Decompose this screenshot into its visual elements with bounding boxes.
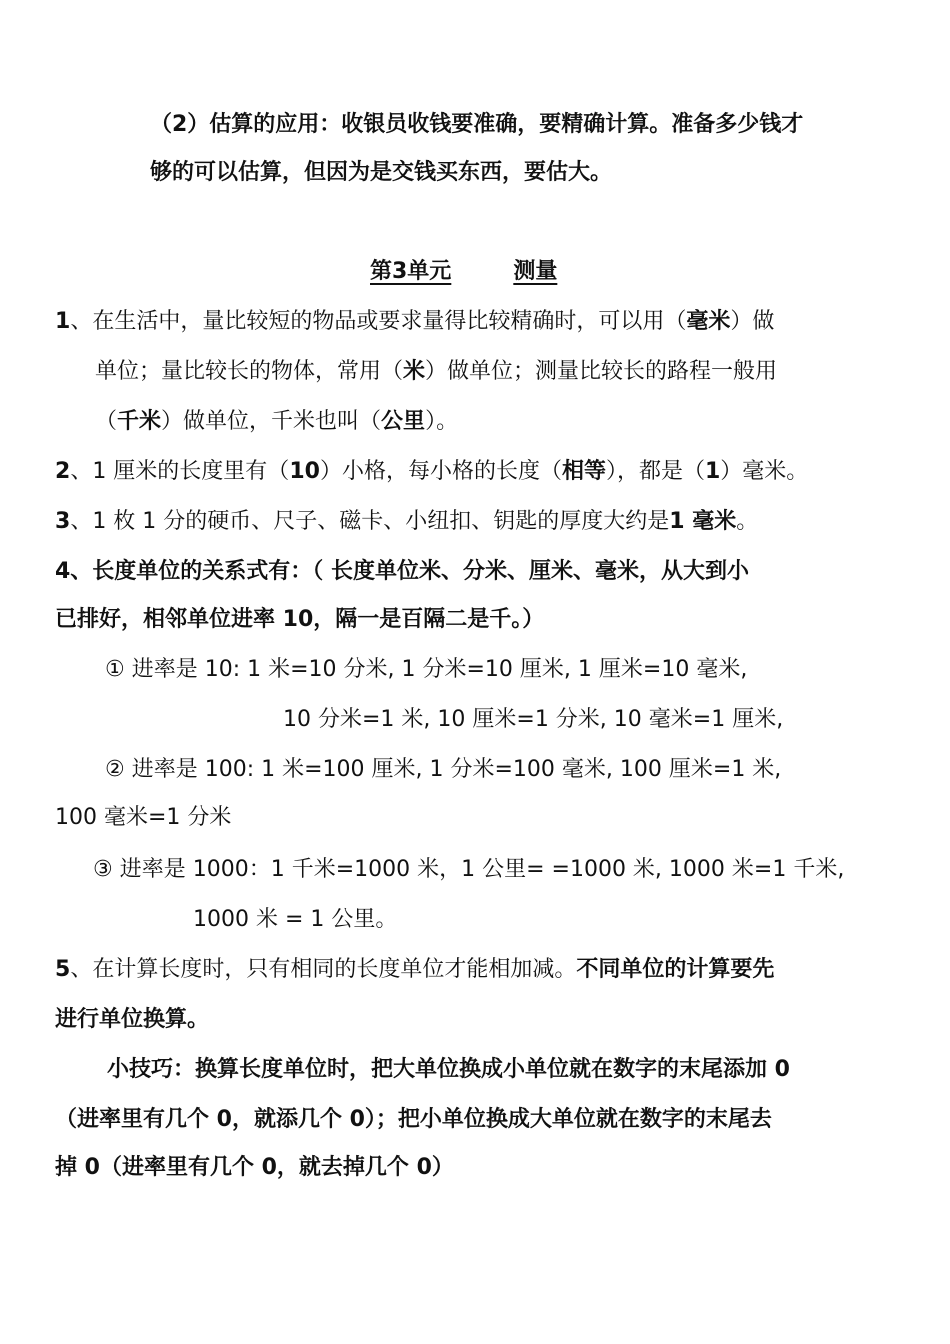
rate-100-row1: ② 进率是 100: 1 米=100 厘米, 1 分米=100 毫米, 100 厘米=1 米, — [105, 757, 782, 782]
section-title-name: 测量 — [513, 259, 558, 284]
paragraph-2-text: ）毫米。 — [720, 459, 809, 484]
answer-1mm: 1 毫米 — [669, 509, 737, 534]
estimation-item2-line1: （2）估算的应用：收银员收钱要准确，要精确计算。准备多少钱才 — [150, 112, 804, 137]
paragraph-1-line2 — [95, 357, 777, 387]
answer-mm: 毫米 — [686, 309, 731, 334]
rate-10-row1: ① 进率是 10: 1 米=10 分米, 1 分米=10 厘米, 1 厘米=10 毫米, — [105, 657, 748, 682]
paragraph-1-text: 、在生活中，量比较短的物品或要求量得比较精确时，可以用（ — [70, 309, 687, 334]
estimation-item2-line2: 够的可以估算，但因为是交钱买东西，要估大。 — [150, 160, 613, 185]
paragraph-5-emphasis: 不同单位的计算要先 — [576, 957, 775, 982]
answer-km: 千米 — [117, 409, 162, 434]
paragraph-2 — [55, 457, 808, 487]
paragraph-4-line2: 已排好，相邻单位进率 10，隔一是百隔二是千。） — [55, 607, 545, 632]
rate-1000-row2: 1000 米 = 1 公里。 — [193, 907, 398, 932]
rate-10-row2: 10 分米=1 米, 10 厘米=1 分米, 10 毫米=1 厘米, — [283, 707, 784, 732]
paragraph-3-text: 、1 枚 1 分的硬币、尺子、磁卡、小纽扣、钥匙的厚度大约是 — [70, 509, 670, 534]
tip-line1: 小技巧：换算长度单位时，把大单位换成小单位就在数字的末尾添加 0 — [107, 1057, 790, 1082]
paragraph-5-line2: 进行单位换算。 — [55, 1007, 210, 1032]
paragraph-5-text: 、在计算长度时，只有相同的长度单位才能相加减。 — [70, 957, 577, 982]
paragraph-2-number: 2 — [55, 459, 71, 484]
paragraph-2-text: ），都是（ — [605, 459, 705, 484]
paragraph-3 — [55, 507, 758, 537]
paragraph-2-text: 、1 厘米的长度里有（ — [70, 459, 290, 484]
paragraph-2-text: ）小格，每小格的长度（ — [319, 459, 562, 484]
paragraph-3-text: 。 — [736, 509, 759, 534]
answer-10: 10 — [289, 459, 320, 484]
paragraph-5-line1 — [55, 955, 774, 985]
paragraph-1-text: （ — [95, 409, 118, 434]
tip-line2: （进率里有几个 0，就添几个 0）；把小单位换成大单位就在数字的末尾去 — [55, 1107, 772, 1132]
paragraph-1-text: ）做单位；测量比较长的路程一般用 — [425, 359, 778, 384]
paragraph-4-line1: 4、长度单位的关系式有：（ 长度单位米、分米、厘米、毫米，从大到小 — [55, 559, 749, 584]
paragraph-1-line1 — [55, 307, 774, 337]
paragraph-1-text: ）做单位，千米也叫（ — [161, 409, 382, 434]
rate-100-row2: 100 毫米=1 分米 — [55, 805, 232, 830]
paragraph-1-text: ）做 — [730, 309, 775, 334]
section-title-number: 第3单元 — [370, 259, 452, 284]
paragraph-5-number: 5 — [55, 957, 71, 982]
paragraph-1-text: 单位；量比较长的物体，常用（ — [95, 359, 404, 384]
section-title — [370, 257, 557, 287]
paragraph-1-number: 1 — [55, 309, 71, 334]
answer-1: 1 — [704, 459, 721, 484]
answer-gongli: 公里 — [381, 409, 426, 434]
answer-m: 米 — [403, 359, 426, 384]
tip-line3: 掉 0（进率里有几个 0，就去掉几个 0） — [55, 1155, 454, 1180]
answer-equal: 相等 — [561, 459, 606, 484]
paragraph-1-text: ）。 — [425, 409, 459, 434]
paragraph-1-line3 — [95, 407, 458, 437]
rate-1000-row1: ③ 进率是 1000：1 千米=1000 米，1 公里= =1000 米, 1000 米=1 千米, — [93, 857, 845, 882]
paragraph-3-number: 3 — [55, 509, 71, 534]
